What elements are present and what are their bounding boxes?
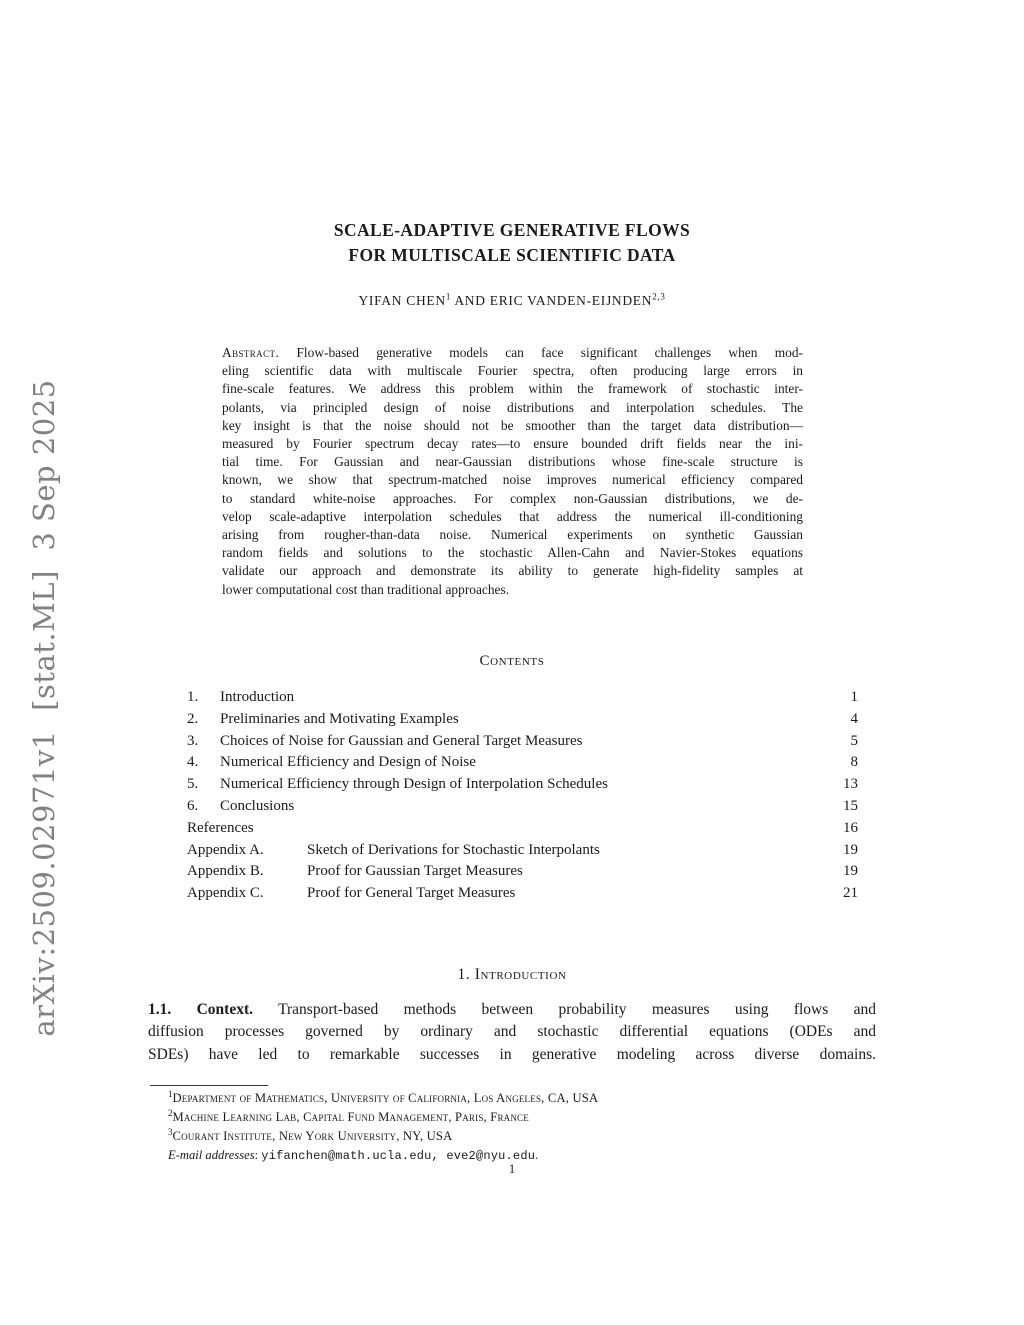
footnote-rule bbox=[150, 1085, 268, 1086]
abstract-line: lower computational cost than traditional approaches. bbox=[222, 581, 510, 597]
subsection-title: Context. bbox=[196, 1001, 254, 1018]
toc-entry-page: 21 bbox=[843, 885, 858, 902]
toc-entry-page: 19 bbox=[843, 863, 858, 880]
table-of-contents bbox=[187, 687, 858, 905]
paper-title-line2: FOR MULTISCALE SCIENTIFIC DATA bbox=[348, 245, 676, 265]
toc-entry-page: 15 bbox=[843, 797, 858, 814]
toc-entry-title: Numerical Efficiency through Design of Interpolation Schedules bbox=[220, 776, 608, 793]
toc-row bbox=[187, 818, 858, 840]
toc-entry-page: 1 bbox=[850, 689, 858, 705]
intro-line: SDEs) have led to remarkable successes in generative modeling across diverse domains. bbox=[148, 1045, 876, 1063]
toc-entry-number: 3. bbox=[187, 732, 199, 749]
paper-title-line1: SCALE-ADAPTIVE GENERATIVE FLOWS bbox=[333, 220, 691, 240]
abstract-line: polants, via principled design of noise distributions and interpolation schedules. The bbox=[222, 399, 803, 415]
toc-row bbox=[187, 883, 858, 905]
abstract-line: fine-scale features. We address this problem within the framework of stochastic inter- bbox=[222, 381, 803, 397]
abstract-line: measured by Fourier spectrum decay rates—to ensure bounded drift fields near the ini- bbox=[222, 436, 803, 452]
toc-entry-title: Conclusions bbox=[220, 797, 295, 814]
intro-line bbox=[148, 999, 876, 1021]
toc-entry-number: 6. bbox=[187, 797, 199, 814]
intro-line: diffusion processes governed by ordinary and stochastic differential equations (ODEs and bbox=[148, 1023, 876, 1041]
toc-entry-number: Appendix B. bbox=[187, 863, 264, 880]
footnote-affiliation-3 bbox=[148, 1127, 876, 1146]
author-1-affiliation-mark: 1 bbox=[445, 291, 452, 302]
toc-entry-number: Appendix A. bbox=[187, 841, 264, 858]
toc-row bbox=[187, 796, 858, 818]
toc-entry-title: Sketch of Derivations for Stochastic Interpolants bbox=[307, 841, 600, 858]
abstract-line: tial time. For Gaussian and near-Gaussian distributions whose fine-scale structure is bbox=[222, 454, 803, 470]
footnotes bbox=[148, 1089, 876, 1166]
abstract-line: to standard white-noise approaches. For complex non-Gaussian distributions, we de- bbox=[222, 490, 803, 506]
footnote-text: Department of Mathematics, University of California, Los Angeles, CA, USA bbox=[172, 1091, 599, 1105]
abstract-line: arising from rougher-than-data noise. Numerical experiments on synthetic Gaussian bbox=[222, 527, 803, 543]
abstract-line: key insight is that the noise should not be smoother than the target data distribution— bbox=[222, 417, 803, 433]
arxiv-stamp: arXiv:2509.02971v1 [stat.ML] 3 Sep 2025 bbox=[27, 379, 61, 1037]
footnote-marker: 3 bbox=[168, 1126, 173, 1137]
footnote-marker: 2 bbox=[168, 1107, 173, 1118]
author-2: ERIC VANDEN-EIJNDEN bbox=[489, 293, 653, 308]
footnote-text: Machine Learning Lab, Capital Fund Management, Paris, France bbox=[172, 1110, 529, 1124]
email-suffix: . bbox=[535, 1148, 539, 1162]
toc-entry-title: Introduction bbox=[220, 689, 295, 705]
toc-entry-number: Appendix C. bbox=[187, 885, 264, 902]
toc-row bbox=[187, 840, 858, 862]
toc-entry-title: Proof for Gaussian Target Measures bbox=[307, 863, 523, 880]
toc-row bbox=[187, 687, 858, 709]
toc-row bbox=[187, 709, 858, 731]
footnote-text: Courant Institute, New York University, NY, USA bbox=[172, 1129, 453, 1143]
toc-entry-number: 1. bbox=[187, 689, 199, 705]
toc-row bbox=[187, 774, 858, 796]
toc-entry-page: 19 bbox=[843, 841, 858, 858]
abstract-label: Abstract. bbox=[222, 345, 280, 360]
abstract-line: random fields and solutions to the stochastic Allen-Cahn and Navier-Stokes equations bbox=[222, 545, 803, 561]
toc-entry-number: 4. bbox=[187, 754, 199, 771]
toc-row bbox=[187, 731, 858, 753]
toc-entry-title: Proof for General Target Measures bbox=[307, 885, 516, 902]
toc-row bbox=[187, 861, 858, 883]
abstract bbox=[222, 344, 803, 599]
toc-entry-page: 8 bbox=[850, 754, 858, 771]
abstract-line: validate our approach and demonstrate its ability to generate high-fidelity samples at bbox=[222, 563, 803, 579]
email-separator: : bbox=[254, 1148, 262, 1162]
abstract-line: velop scale-adaptive interpolation schedules that address the numerical ill-conditioning bbox=[222, 508, 803, 524]
abstract-line bbox=[222, 344, 803, 362]
footnote-affiliation-2 bbox=[148, 1108, 876, 1127]
footnote-affiliation-1 bbox=[148, 1089, 876, 1108]
intro-line-text: Transport-based methods between probability measures using flows and bbox=[278, 1001, 876, 1018]
subsection-number: 1.1. bbox=[148, 1001, 172, 1018]
toc-entry-page: 5 bbox=[850, 732, 858, 749]
toc-entry-number: 2. bbox=[187, 710, 199, 727]
email-label: E-mail addresses bbox=[168, 1148, 255, 1162]
toc-entry-title: Preliminaries and Motivating Examples bbox=[220, 710, 459, 727]
abstract-line-text: Flow-based generative models can face significant challenges when mod- bbox=[296, 345, 803, 360]
email-addresses: yifanchen@math.ucla.edu, eve2@nyu.edu bbox=[261, 1149, 536, 1163]
toc-entry-title: Choices of Noise for Gaussian and General Target Measures bbox=[220, 732, 583, 749]
paper-title bbox=[0, 218, 1024, 268]
author-1: YIFAN CHEN bbox=[358, 293, 446, 308]
footnote-marker: 1 bbox=[168, 1088, 173, 1099]
author-2-affiliation-mark: 2,3 bbox=[652, 291, 666, 302]
toc-entry-number: 5. bbox=[187, 776, 199, 793]
toc-entry-page: 16 bbox=[843, 819, 858, 836]
toc-entry-title: References bbox=[187, 819, 254, 836]
toc-heading: Contents bbox=[479, 653, 545, 669]
section-heading-introduction: 1. Introduction bbox=[457, 966, 567, 983]
authors-line bbox=[0, 293, 1024, 309]
intro-paragraph bbox=[148, 999, 876, 1066]
page-number: 1 bbox=[508, 1161, 516, 1176]
toc-row bbox=[187, 752, 858, 774]
toc-entry-page: 4 bbox=[850, 710, 858, 727]
abstract-line: eling scientific data with multiscale Fourier spectra, often producing large errors in bbox=[222, 363, 803, 379]
abstract-line: known, we show that spectrum-matched noise improves numerical efficiency compared bbox=[222, 472, 803, 488]
toc-entry-page: 13 bbox=[843, 776, 858, 793]
authors-conjunction: AND bbox=[451, 293, 490, 308]
toc-entry-title: Numerical Efficiency and Design of Noise bbox=[220, 754, 476, 771]
